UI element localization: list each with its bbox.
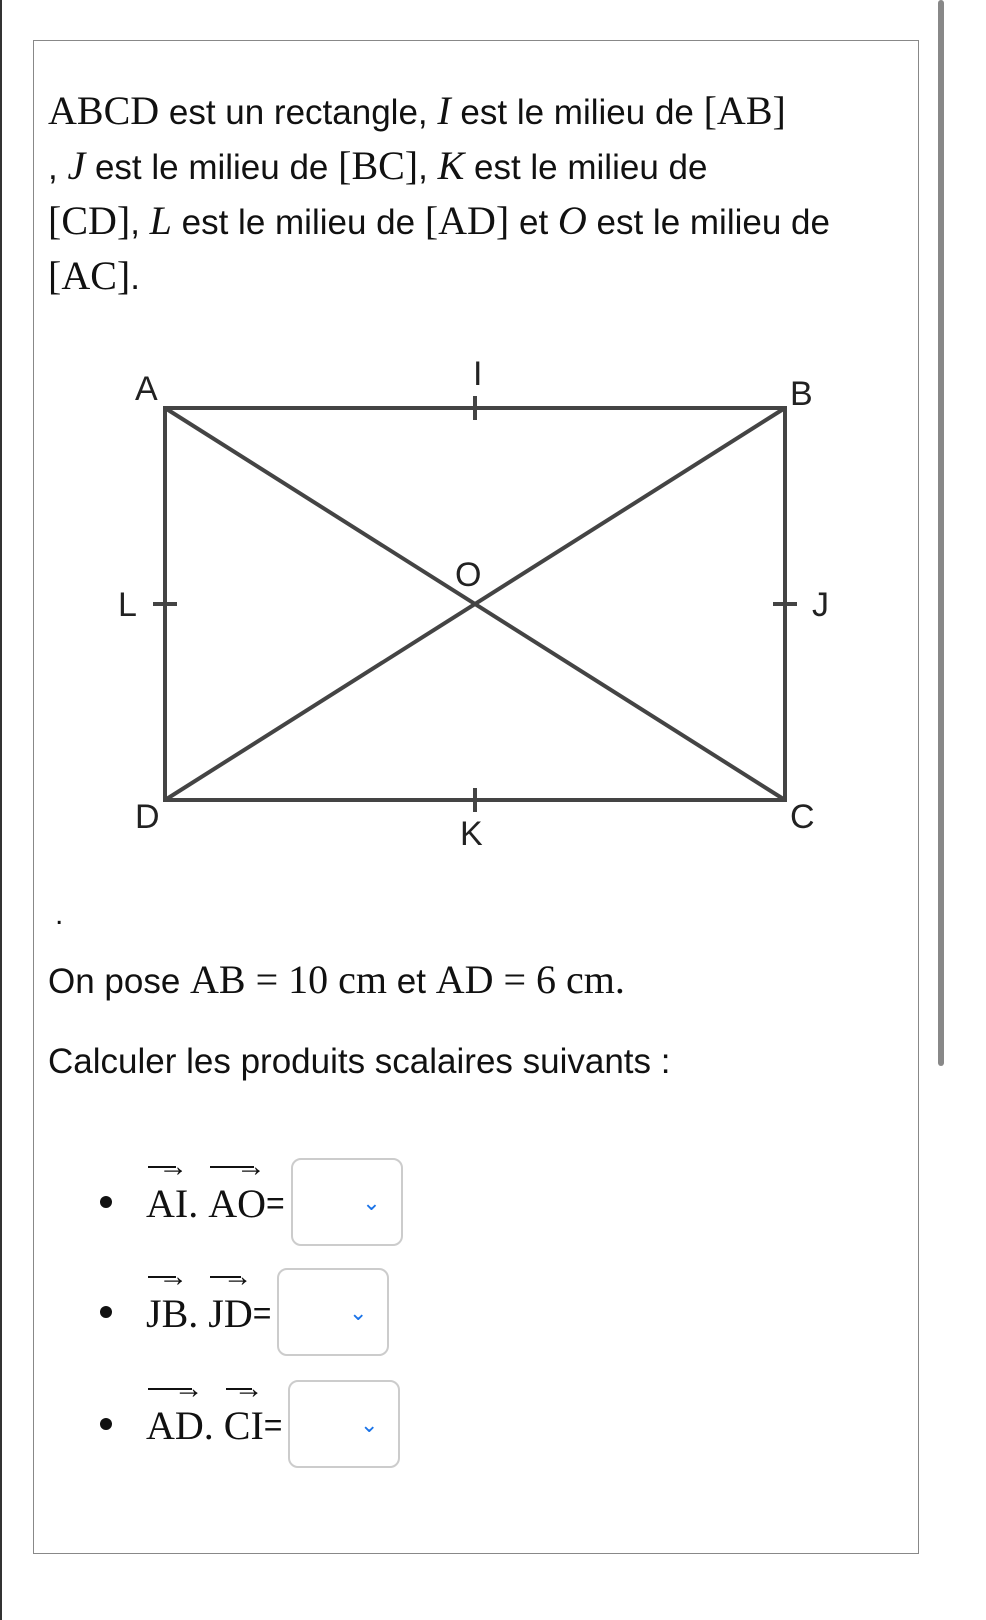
- math: [CD]: [48, 198, 131, 243]
- arrow-icon: →: [233, 1371, 264, 1405]
- math: J: [67, 143, 86, 188]
- vector-label: JD: [208, 1290, 253, 1336]
- answer-dropdown-1[interactable]: [291, 1158, 403, 1246]
- label-i: I: [473, 355, 483, 393]
- label-c: C: [790, 798, 815, 836]
- vector-label: JB: [146, 1290, 189, 1336]
- text: ,: [48, 148, 68, 187]
- given-lengths: [48, 956, 625, 1003]
- bullet: [100, 1306, 112, 1318]
- text: .: [614, 957, 625, 1002]
- vector-label: AD: [146, 1402, 204, 1448]
- text: est le milieu de: [464, 148, 708, 187]
- question-2: → JB . → JD = ⌄: [100, 1250, 389, 1340]
- text: et: [387, 962, 436, 1001]
- chevron-down-icon: ⌄: [362, 1190, 381, 1215]
- math-ad: AD = 6 cm: [435, 957, 615, 1002]
- vector-1: [146, 1371, 204, 1449]
- text: ,: [130, 203, 150, 242]
- text: .: [130, 258, 140, 297]
- math: O: [557, 198, 587, 243]
- bullet: [100, 1418, 112, 1430]
- equals: =: [263, 1406, 283, 1443]
- vector-2: [208, 1259, 253, 1337]
- text: est le milieu de: [450, 93, 704, 132]
- math: [BC]: [338, 143, 419, 188]
- text: On pose: [48, 962, 191, 1001]
- arrow-icon: →: [222, 1259, 253, 1293]
- answer-dropdown-2[interactable]: [277, 1268, 389, 1356]
- chevron-down-icon: ⌄: [360, 1412, 379, 1437]
- text: et: [509, 203, 558, 242]
- math: ABCD: [48, 88, 160, 133]
- text: ,: [418, 148, 438, 187]
- arrow-icon: →: [173, 1371, 204, 1405]
- chevron-down-icon: ⌄: [348, 1300, 368, 1325]
- label-o: O: [455, 556, 482, 594]
- text: est le milieu de: [586, 203, 830, 242]
- text: est le milieu de: [171, 203, 425, 242]
- equals: =: [266, 1184, 285, 1221]
- bullet: [100, 1196, 112, 1208]
- vector-label: CI: [223, 1402, 264, 1448]
- question-3: → AD . → CI = ⌄: [100, 1362, 400, 1452]
- vector-2: [223, 1371, 264, 1449]
- vector-1: [146, 1259, 189, 1337]
- arrow-icon: →: [158, 1259, 189, 1293]
- answer-dropdown-3[interactable]: [288, 1380, 400, 1468]
- arrow-icon: →: [236, 1149, 266, 1183]
- math: I: [437, 88, 451, 133]
- text: est un rectangle,: [159, 93, 438, 132]
- label-l: L: [118, 586, 137, 624]
- math: [AC]: [48, 253, 131, 298]
- question-1: → AI . → AO = ⌄: [100, 1140, 403, 1230]
- arrow-icon: →: [158, 1149, 189, 1183]
- equals: =: [252, 1294, 272, 1331]
- vector-1: [146, 1149, 189, 1227]
- stray-dot: .: [55, 898, 64, 931]
- vector-label: AO: [208, 1180, 266, 1226]
- vector-2: [208, 1149, 266, 1227]
- math: [AD]: [424, 198, 510, 243]
- math-ab: AB = 10 cm: [190, 957, 388, 1002]
- label-k: K: [460, 815, 483, 853]
- label-d: D: [135, 798, 160, 836]
- label-j: J: [812, 586, 829, 624]
- math: K: [437, 143, 465, 188]
- math: [AB]: [703, 88, 786, 133]
- math: L: [149, 198, 172, 243]
- instruction: Calculer les produits scalaires suivants :: [48, 1042, 671, 1081]
- vector-label: AI: [146, 1180, 189, 1226]
- label-b: B: [790, 375, 813, 413]
- label-a: A: [135, 370, 158, 408]
- text: est le milieu de: [85, 148, 339, 187]
